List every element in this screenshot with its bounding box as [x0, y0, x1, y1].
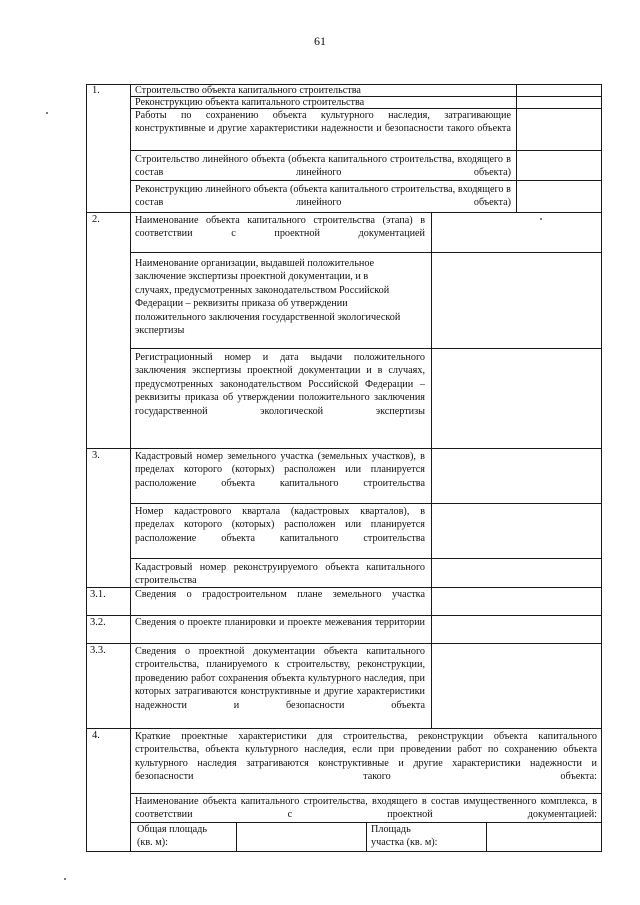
row-3-reconstructed-object-label: Кадастровый номер реконструируемого объекта капитального строительства [135, 562, 425, 587]
row-1-option-linear-reconstruction: Реконструкцию линейного объекта (объекта капитального строительства, входящего в состав линейного объекта) [135, 184, 511, 209]
area-column-border-3 [486, 822, 487, 851]
row-3-cadastral-quarter-label: Номер кадастрового квартала (кадастровых кварталов), в пределах которого (которых) расположен или планируется расположение объекта капитального строительства [135, 506, 425, 544]
area-column-border-1 [236, 822, 237, 851]
scan-speck [540, 218, 542, 220]
scan-speck [64, 878, 66, 880]
total-area-label [137, 823, 235, 850]
row-number: 1. [92, 85, 100, 96]
row-32-planning-project-label: Сведения о проекте планировки и проекте межевания территории [135, 617, 425, 628]
checkbox-column-border [516, 84, 517, 212]
value-column-border [431, 212, 432, 728]
total-area-label-line-2: (кв. м): [137, 837, 168, 849]
row-1-option-heritage-works: Работы по сохранению объекта культурного наследия, затрагивающие конструктивные и другие характеристики надежности и безопасности такого объекта [135, 110, 511, 135]
row-1-line-d [130, 180, 602, 181]
page-number: 61 [314, 34, 326, 48]
row-4-object-name-label: Наименование объекта капитального строительства, входящего в состав имущественного комплекса, в соответствии с проектной документацией: [135, 796, 597, 821]
row-2-expert-organization-label: Наименование организации, выдавшей положительное заключение экспертизы проектной документации, и в случаях, предусмотренных законодательством Российской Федерации – реквизиты приказа об утверждении положительного заключения государственной экологической экспертизы [135, 258, 401, 337]
scan-speck [46, 112, 48, 114]
row-4-top [86, 728, 602, 729]
row-3-line-b [130, 558, 602, 559]
row-1-option-linear-construction: Строительство линейного объекта (объекта капитального строительства, входящего в состав линейного объекта) [135, 154, 511, 179]
row-2-top [86, 212, 602, 213]
plot-area-label-line-2: участка (кв. м): [371, 837, 438, 849]
table-left-border [86, 84, 87, 851]
row-1-line-c [130, 150, 602, 151]
area-column-border-2 [366, 822, 367, 851]
number-column-border [130, 84, 131, 851]
row-4-subtitle-top [130, 793, 602, 794]
row-2-registration-number-label: Регистрационный номер и дата выдачи положительного заключения экспертизы проектной документации и в случаях, предусмотренных законодательством Российской Федерации – реквизиты приказа об утверждении положительного заключения государственной экологической экспертизы [135, 352, 425, 417]
row-1-option-reconstruction: Реконструкцию объекта капитального строительства [135, 97, 365, 108]
row-3-cadastral-plot-label: Кадастровый номер земельного участка (земельных участков), в пределах которого (которых) расположен или планируется расположение объекта капитального строительства [135, 451, 425, 489]
row-1-option-new-construction: Строительство объекта капитального строительства [135, 85, 361, 96]
row-33-project-documentation-label: Сведения о проектной документации объекта капитального строительства, планируемого к строительству, реконструкции, проведению работ сохранения объекта культурного наследия, при которых затрагиваются конструктивные и другие характеристики надежности и безопасности объекта [135, 646, 425, 711]
row-2-line-b [130, 348, 602, 349]
row-2-object-name-label: Наименование объекта капитального строительства (этапа) в соответствии с проектной документацией [135, 215, 425, 240]
table-right-border [601, 84, 602, 851]
row-number: 3.1. [90, 589, 106, 600]
row-number: 3.3. [90, 645, 106, 656]
row-number: 3. [92, 450, 100, 461]
table-bottom-border [86, 851, 602, 852]
row-number: 4. [92, 730, 100, 741]
row-number: 3.2. [90, 617, 106, 628]
plot-area-label-line-1: Площадь [371, 824, 411, 835]
row-31-urban-plan-label: Сведения о градостроительном плане земельного участка [135, 589, 425, 600]
plot-area-label [371, 823, 485, 850]
total-area-label-line-1: Общая площадь [137, 824, 207, 835]
row-2-line-a [130, 252, 602, 253]
row-number: 2. [92, 214, 100, 225]
row-33-top [86, 643, 602, 644]
row-4-characteristics-label: Краткие проектные характеристики для строительства, реконструкции объекта капитального строительства, объекта культурного наследия, если при проведении работ по сохранению объекта культурного наследия затрагиваются конструктивные и другие характеристики надежности и безопасности такого объекта: [135, 731, 597, 783]
row-3-top [86, 448, 602, 449]
row-3-line-a [130, 503, 602, 504]
